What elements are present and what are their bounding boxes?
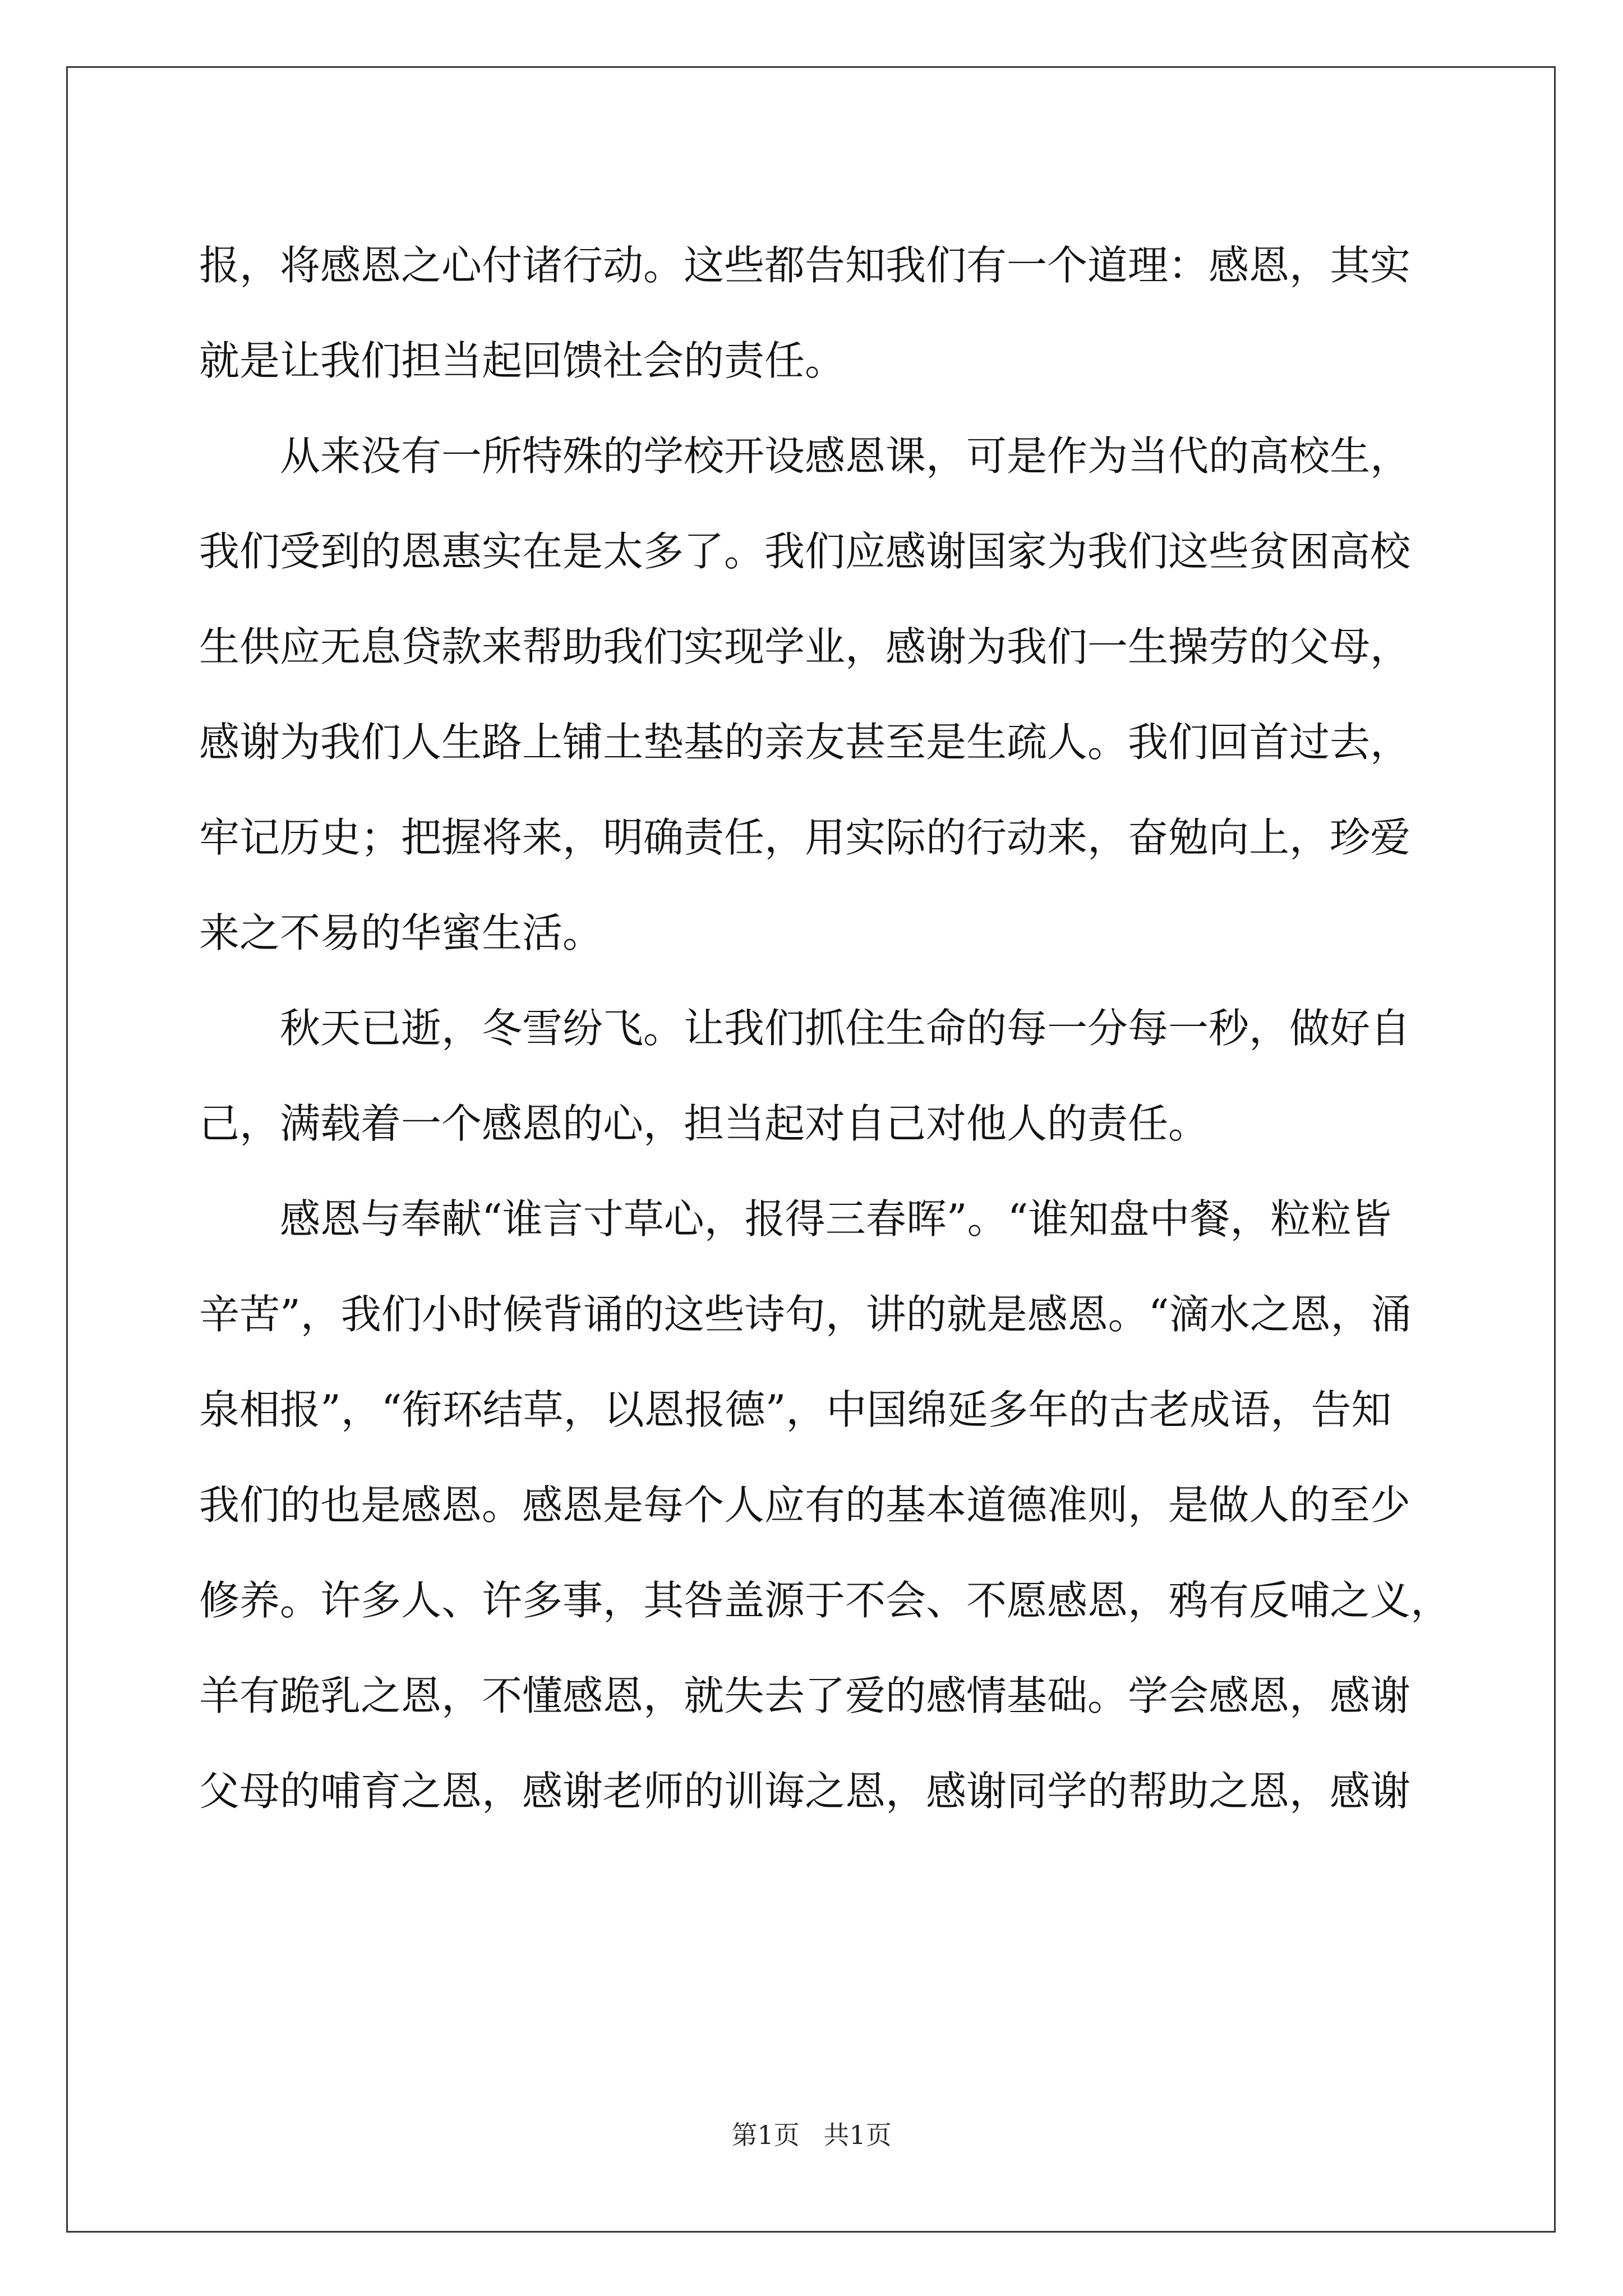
- text-line: 泉相报”，“衔环结草，以恩报德”，中国绵延多年的古老成语，告知: [199, 1386, 1392, 1433]
- text-line: 牢记历史；把握将来，明确责任，用实际的行动来，奋勉向上，珍爱: [199, 814, 1411, 861]
- text-line: 修养。许多人、许多事，其咎盖源于不会、不愿感恩，鸦有反哺之义，: [199, 1577, 1451, 1624]
- document-body: [199, 218, 1451, 1839]
- text-line: 就是让我们担当起回馈社会的责任。: [199, 337, 846, 384]
- text-line: 从来没有一所特殊的学校开设感恩课，可是作为当代的高校生，: [199, 432, 1411, 480]
- text-line: 生供应无息贷款来帮助我们实现学业，感谢为我们一生操劳的父母，: [199, 623, 1411, 670]
- text-line: 感恩与奉献“谁言寸草心，报得三春晖”。“谁知盘中餐，粒粒皆: [199, 1195, 1392, 1243]
- page-footer: [0, 2115, 1623, 2152]
- page-total: 共1页: [823, 2120, 892, 2150]
- text-line: 羊有跪乳之恩，不懂感恩，就失去了爱的感情基础。学会感恩，感谢: [199, 1672, 1411, 1719]
- text-line: 辛苦”，我们小时候背诵的这些诗句，讲的就是感恩。“滴水之恩，涌: [199, 1291, 1412, 1338]
- text-line: 秋天已逝，冬雪纷飞。让我们抓住生命的每一分每一秒，做好自: [199, 1005, 1411, 1052]
- text-line: 己，满载着一个感恩的心，担当起对自己对他人的责任。: [199, 1100, 1209, 1147]
- text-line: 感谢为我们人生路上铺土垫基的亲友甚至是生疏人。我们回首过去，: [199, 719, 1411, 766]
- text-line: 我们受到的恩惠实在是太多了。我们应感谢国家为我们这些贫困高校: [199, 528, 1411, 575]
- text-line: 报，将感恩之心付诸行动。这些都告知我们有一个道理：感恩，其实: [199, 242, 1411, 289]
- page-number: 第1页: [731, 2120, 800, 2150]
- text-line: 来之不易的华蜜生活。: [199, 909, 603, 956]
- text-line: 父母的哺育之恩，感谢老师的训诲之恩，感谢同学的帮助之恩，感谢: [199, 1768, 1411, 1815]
- text-line: 我们的也是感恩。感恩是每个人应有的基本道德准则，是做人的至少: [199, 1481, 1411, 1529]
